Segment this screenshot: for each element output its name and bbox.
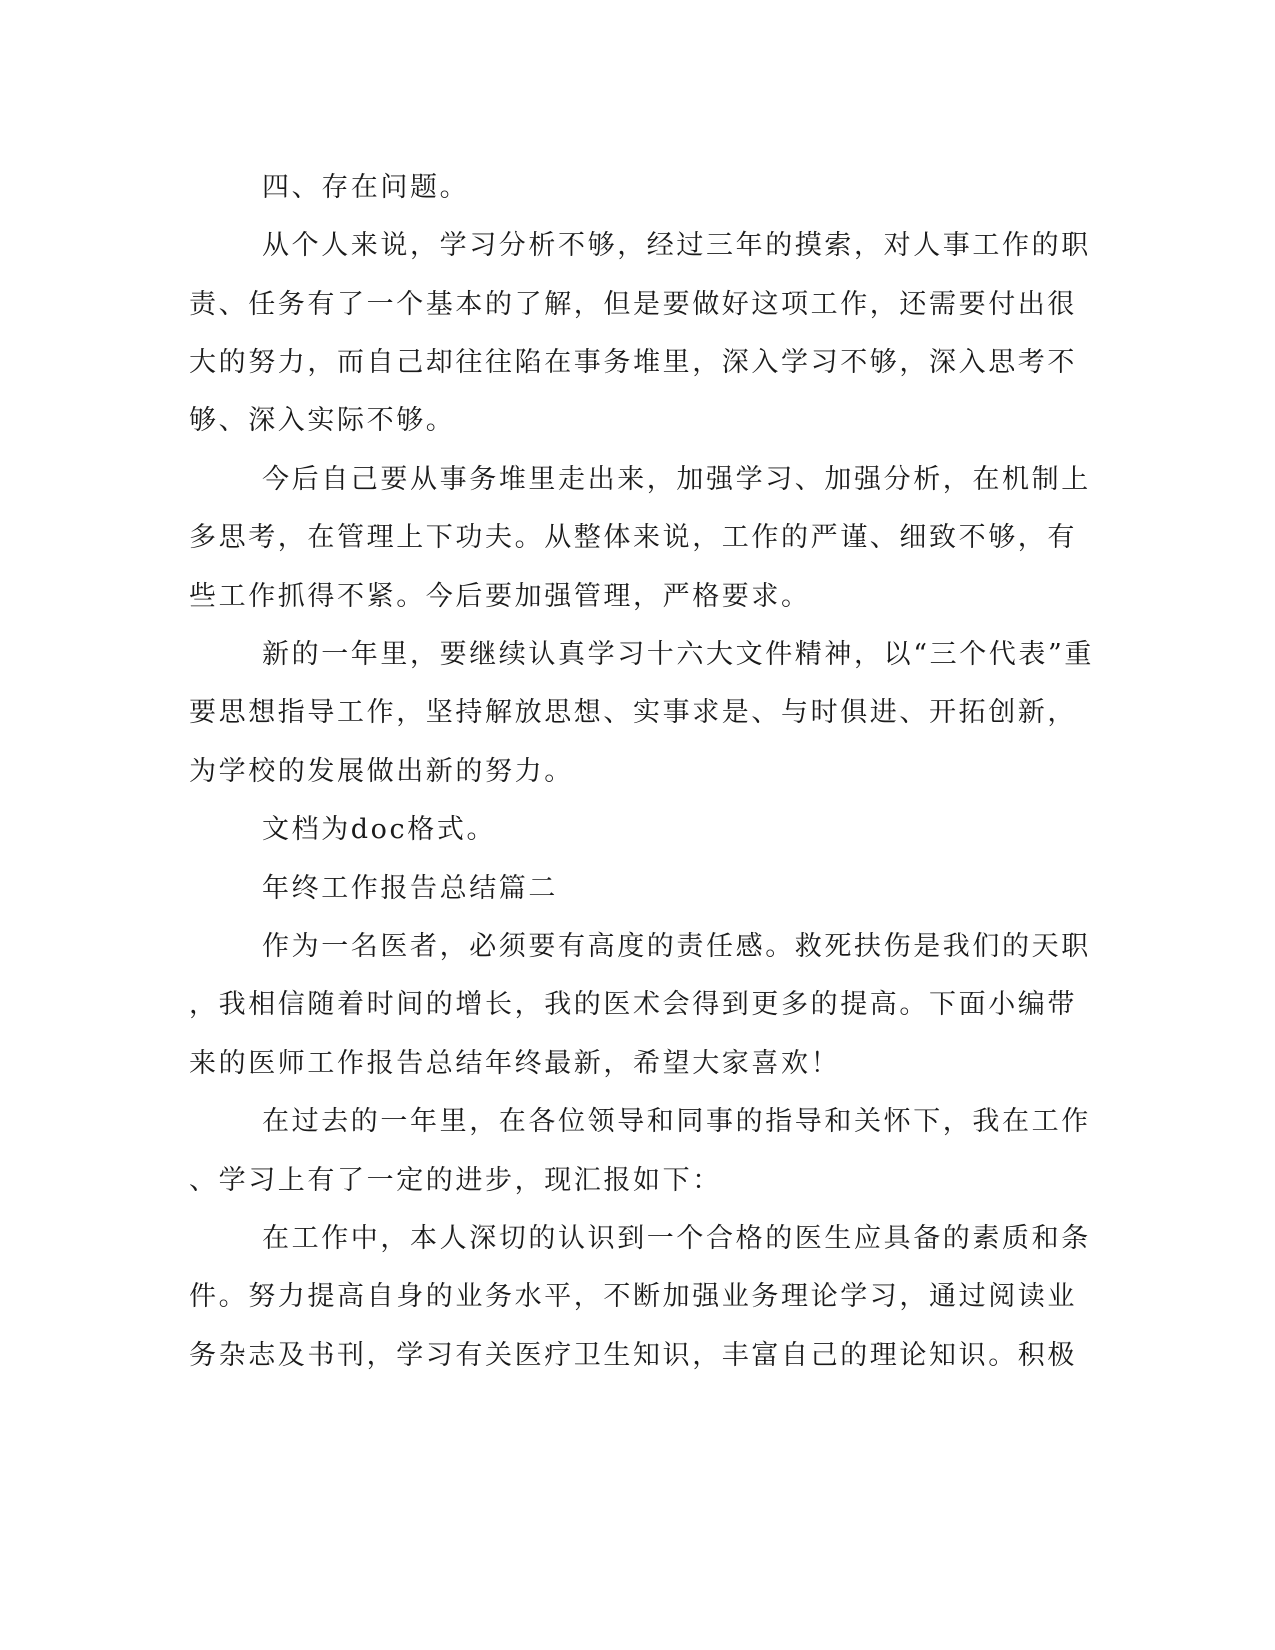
paragraph-line: 作为一名医者，必须要有高度的责任感。救死扶伤是我们的天职 (262, 931, 1091, 962)
format-note: 文档为doc格式。 (262, 814, 497, 845)
paragraph-line: 件。努力提高自身的业务水平，不断加强业务理论学习，通过阅读业 (189, 1281, 1077, 1312)
paragraph-line: ，我相信随着时间的增长，我的医术会得到更多的提高。下面小编带 (189, 989, 1077, 1020)
paragraph-line: 为学校的发展做出新的努力。 (189, 756, 574, 787)
section-heading-problems: 四、存在问题。 (262, 172, 470, 203)
paragraph-line: 多思考，在管理上下功夫。从整体来说，工作的严谨、细致不够，有 (189, 522, 1077, 553)
paragraph-line: 在过去的一年里，在各位领导和同事的指导和关怀下，我在工作 (262, 1106, 1091, 1137)
paragraph-line: 、学习上有了一定的进步，现汇报如下： (189, 1165, 722, 1196)
paragraph-line: 要思想指导工作，坚持解放思想、实事求是、与时俱进、开拓创新， (189, 697, 1077, 728)
paragraph-line: 责、任务有了一个基本的了解，但是要做好这项工作，还需要付出很 (189, 289, 1077, 320)
paragraph-line: 大的努力，而自己却往往陷在事务堆里，深入学习不够，深入思考不 (189, 347, 1077, 378)
paragraph-line: 来的医师工作报告总结年终最新，希望大家喜欢！ (189, 1048, 841, 1079)
paragraph-line: 务杂志及书刊，学习有关医疗卫生知识，丰富自己的理论知识。积极 (189, 1340, 1077, 1371)
section-title-part-two: 年终工作报告总结篇二 (262, 873, 558, 904)
paragraph-line: 从个人来说，学习分析不够，经过三年的摸索，对人事工作的职 (262, 230, 1091, 261)
paragraph-line: 新的一年里，要继续认真学习十六大文件精神，以“三个代表”重 (262, 639, 1095, 670)
paragraph-line: 些工作抓得不紧。今后要加强管理，严格要求。 (189, 581, 811, 612)
paragraph-line: 今后自己要从事务堆里走出来，加强学习、加强分析，在机制上 (262, 464, 1091, 495)
paragraph-line: 够、深入实际不够。 (189, 405, 456, 436)
paragraph-line: 在工作中，本人深切的认识到一个合格的医生应具备的素质和条 (262, 1223, 1091, 1254)
